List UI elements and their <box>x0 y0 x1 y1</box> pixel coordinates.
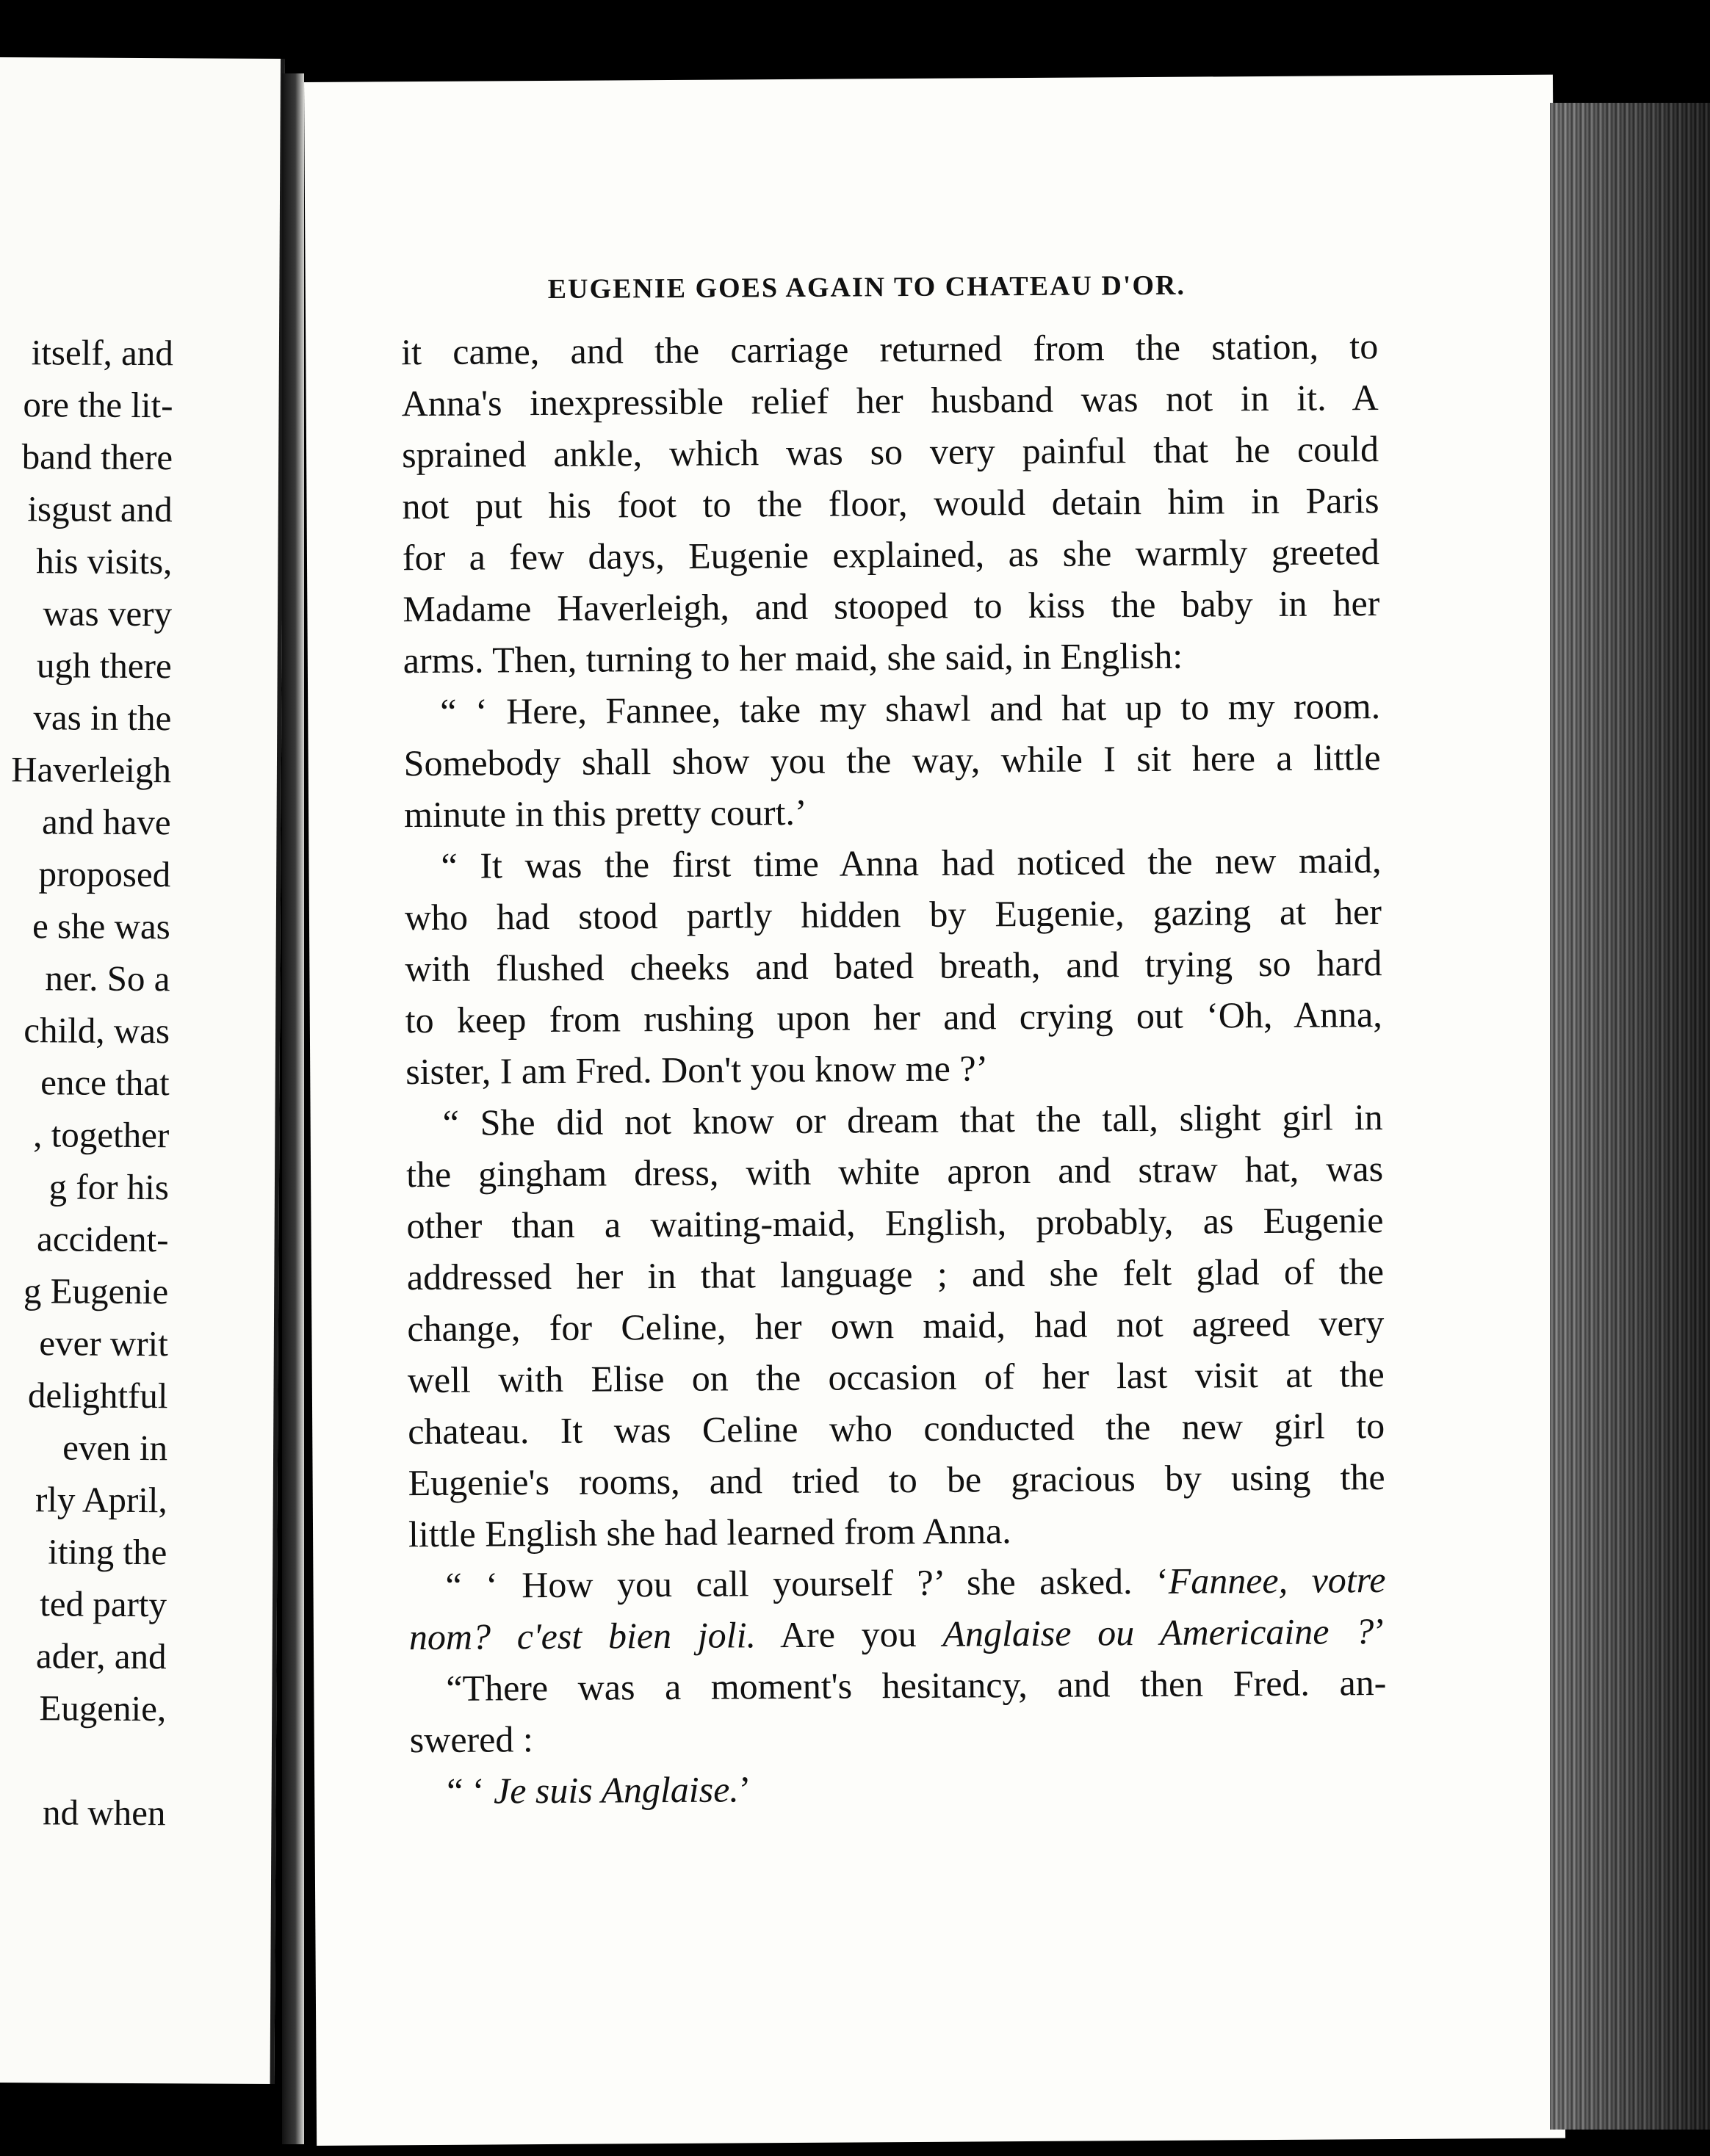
text-line: nom? c'est bien joli. Are you Anglaise ou Americaine ?’ <box>408 1610 1387 1658</box>
left-page-text-line: accident- <box>36 1218 169 1260</box>
fore-edge-shadow <box>1550 103 1710 2130</box>
text-line: chateau. It was Celine who conducted the new girl to <box>408 1405 1385 1453</box>
running-head <box>548 256 1679 314</box>
text-line: “ It was the first time Anna had noticed the new maid, <box>441 839 1382 886</box>
left-page-text-line: e she was <box>32 905 170 947</box>
left-page-text-line: ader, and <box>35 1635 167 1677</box>
text-line: for a few days, Eugenie explained, as she warmly greeted <box>402 531 1380 579</box>
text-line: Somebody shall show you the way, while I sit here a little <box>403 737 1381 784</box>
left-page-text-line: his visits, <box>36 540 173 582</box>
text-line: Madame Haverleigh, and stooped to kiss the baby in her <box>403 582 1380 630</box>
left-page-text-line: rly April, <box>35 1479 167 1521</box>
left-page-text-line: itself, and <box>31 332 174 374</box>
left-page-text-line: band there <box>21 436 173 478</box>
left-page-text-line: ner. So a <box>45 958 170 999</box>
text-line: “ She did not know or dream that the tall, slight girl in <box>442 1096 1383 1143</box>
left-page-text-line: , together <box>33 1114 170 1156</box>
text-line: to keep from rushing upon her and crying out ‘Oh, Anna, <box>405 994 1382 1041</box>
text-line: “ ‘ Je suis Anglaise.’ <box>447 1768 751 1812</box>
left-page-text-line: ore the lit- <box>23 384 173 426</box>
text-line: not put his foot to the floor, would detain him in Paris <box>402 480 1379 527</box>
left-page-text-line: iting the <box>48 1531 167 1573</box>
text-line: “ ‘ How you call yourself ?’ she asked. ‘Fannee, votre <box>445 1559 1386 1606</box>
left-page-text-line: ted party <box>40 1583 167 1625</box>
text-line: Anna's inexpressible relief her husband was not in it. A <box>401 377 1379 424</box>
left-page-text-line: and have <box>41 801 171 843</box>
left-page-text-line: was very <box>43 593 173 634</box>
text-line: change, for Celine, her own maid, had not agreed very <box>407 1302 1385 1350</box>
text-line: addressed her in that language ; and she felt glad of the <box>406 1251 1385 1298</box>
body-text <box>401 320 1387 1817</box>
text-line: “ ‘ Here, Fannee, take my shawl and hat up to my room. <box>440 685 1381 732</box>
running-title: EUGENIE GOES AGAIN TO CHATEAU D'OR. <box>547 270 1186 305</box>
left-page-text-line: proposed <box>38 853 171 895</box>
left-page-text-line: isgust and <box>27 488 173 530</box>
left-page-text-line: child, was <box>24 1010 170 1052</box>
text-line: other than a waiting-maid, English, probably, as Eugenie <box>406 1199 1384 1247</box>
book-gutter <box>282 73 304 2144</box>
left-page-text-line: ugh there <box>36 645 172 687</box>
left-page-text-line: Eugenie, <box>39 1687 167 1729</box>
left-page-text-line: delightful <box>27 1375 168 1417</box>
left-page-text-line: g for his <box>48 1166 170 1208</box>
left-page-text-line: ever writ <box>39 1323 168 1364</box>
text-line: swered : <box>409 1718 533 1761</box>
text-line: it came, and the carriage returned from the station, to <box>401 325 1379 373</box>
text-line: with flushed cheeks and bated breath, and trying so hard <box>405 942 1382 990</box>
left-page-text-line: nd when <box>42 1792 166 1834</box>
text-line: who had stood partly hidden by Eugenie, gazing at her <box>404 891 1382 938</box>
text-line: arms. Then, turning to her maid, she said, in English: <box>403 634 1183 681</box>
text-line: little English she had learned from Anna. <box>408 1510 1011 1555</box>
left-page-text-line: vas in the <box>33 697 172 739</box>
left-page-text-line: even in <box>62 1427 168 1469</box>
left-page-text-line: g Eugenie <box>23 1270 169 1312</box>
text-line: minute in this pretty court.’ <box>403 791 807 836</box>
text-line: sprained ankle, which was so very painful that he could <box>401 428 1379 476</box>
left-page-text-line: ence that <box>40 1062 170 1104</box>
left-facing-page <box>0 57 285 2084</box>
text-line: well with Elise on the occasion of her last visit at the <box>407 1353 1385 1401</box>
left-page-text-line: Haverleigh <box>11 749 172 791</box>
text-line: Eugenie's rooms, and tried to be gracious by using the <box>408 1456 1385 1504</box>
right-page <box>304 75 1565 2146</box>
text-line: the gingham dress, with white apron and straw hat, was <box>405 1148 1384 1195</box>
text-line: sister, I am Fred. Don't you know me ?’ <box>405 1047 989 1093</box>
text-line: “There was a moment's hesitancy, and then Fred. an- <box>446 1662 1387 1709</box>
